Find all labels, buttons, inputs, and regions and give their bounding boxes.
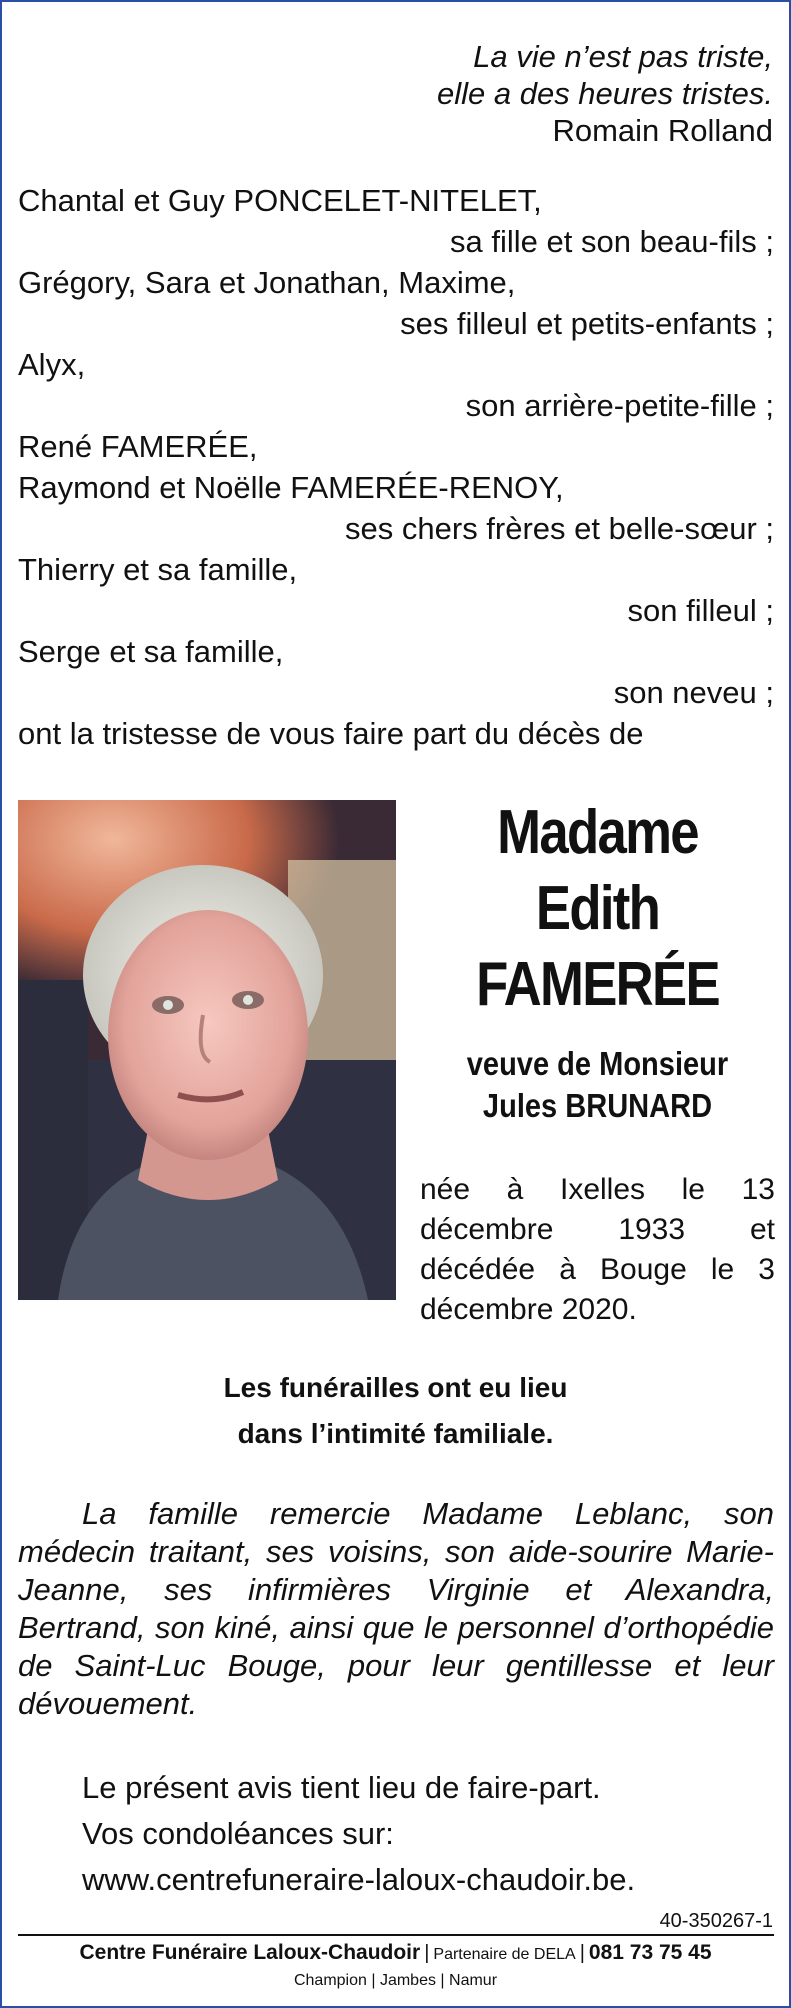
widow-of xyxy=(441,1043,753,1127)
deceased-name-block xyxy=(420,795,775,1127)
footer-line-1 xyxy=(0,1940,791,1968)
family-line: son neveu ; xyxy=(613,675,774,710)
footer-separator: | xyxy=(579,1942,585,1964)
epigraph-author: Romain Rolland xyxy=(552,113,773,148)
deceased-last-name: FAMERÉE xyxy=(476,950,719,1019)
family-line: Alyx, xyxy=(18,347,86,382)
family-line: Chantal et Guy PONCELET-NITELET, xyxy=(18,183,542,218)
family-line: René FAMERÉE, xyxy=(18,429,258,464)
funeral-notice xyxy=(0,1365,791,1457)
family-line: ses chers frères et belle-sœur ; xyxy=(345,511,774,546)
widow-line-1: veuve de Monsieur xyxy=(466,1045,729,1082)
family-line: son arrière-petite-fille ; xyxy=(465,388,774,423)
family-line: Thierry et sa famille, xyxy=(18,552,298,587)
widow-line-2: Jules BRUNARD xyxy=(482,1087,713,1124)
acknowledgements: La famille remercie Madame Leblanc, son médecin traitant, ses voisins, son aide-sourire Marie-Jeanne, ses infirmières Virginie et Alexandra, Bertrand, son kiné, ainsi que le personnel d’orthopédie de Saint-Luc Bouge, pour leur gentillesse et leur dévouement. xyxy=(18,1496,774,1721)
condolences-link[interactable]: www.centrefuneraire-laloux-chaudoir.be. xyxy=(82,1862,636,1897)
closing-line-2: Vos condoléances sur: xyxy=(82,1816,394,1851)
reference-number: 40-350267-1 xyxy=(659,1910,773,1932)
closing-line-1: Le présent avis tient lieu de faire-part. xyxy=(82,1770,601,1805)
footer-separator: | xyxy=(424,1942,430,1964)
phone-number: 081 73 75 45 xyxy=(588,1941,712,1964)
epigraph xyxy=(213,38,773,149)
portrait-photo xyxy=(18,800,396,1300)
family-line: Serge et sa famille, xyxy=(18,634,284,669)
family-list xyxy=(18,180,774,754)
family-line: ont la tristesse de vous faire part du décès de xyxy=(18,716,644,751)
birth-death-details: née à Ixelles le 13 décembre 1933 et décédée à Bouge le 3 décembre 2020. xyxy=(420,1173,775,1326)
family-line: Raymond et Noëlle FAMERÉE-RENOY, xyxy=(18,470,564,505)
deceased-first-name: Edith xyxy=(535,874,660,943)
family-line: ses filleul et petits-enfants ; xyxy=(400,306,774,341)
epigraph-line-2: elle a des heures tristes. xyxy=(436,76,773,111)
epigraph-line-1: La vie n’est pas triste, xyxy=(473,39,773,74)
closing-text xyxy=(82,1765,772,1903)
footer-divider xyxy=(18,1934,774,1936)
family-line: Grégory, Sara et Jonathan, Maxime, xyxy=(18,265,516,300)
funeral-home-name: Centre Funéraire Laloux-Chaudoir xyxy=(79,1941,421,1964)
family-line: son filleul ; xyxy=(627,593,774,628)
partner-text: Partenaire de DELA xyxy=(433,1946,576,1963)
funeral-line-1: Les funérailles ont eu lieu xyxy=(223,1372,568,1403)
family-line: sa fille et son beau-fils ; xyxy=(450,224,774,259)
funeral-line-2: dans l’intimité familiale. xyxy=(237,1418,554,1449)
footer-locations: Champion | Jambes | Namur xyxy=(293,1972,498,1989)
deceased-title: Madame xyxy=(497,798,698,867)
footer xyxy=(0,1940,791,1994)
